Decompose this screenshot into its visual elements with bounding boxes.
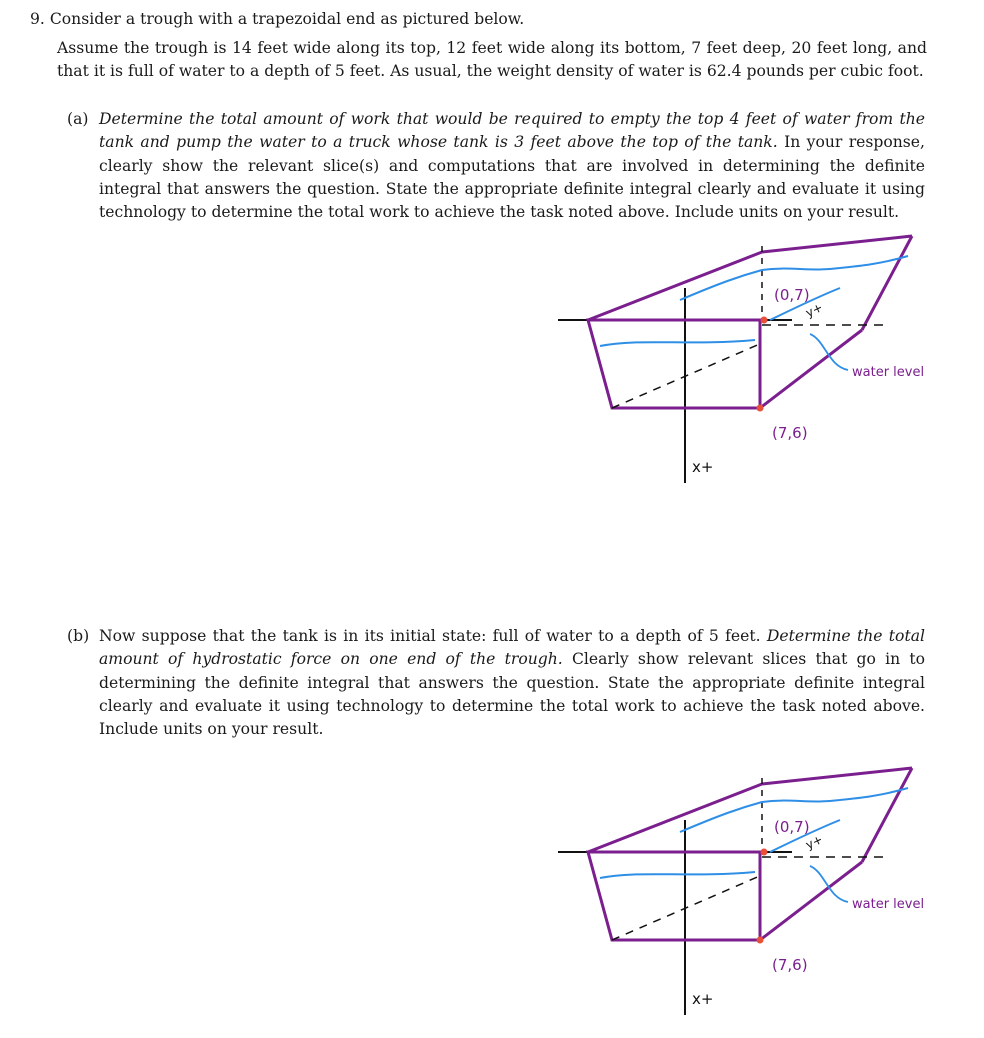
trough-figure-b bbox=[540, 760, 940, 1020]
trough-drawing bbox=[558, 236, 924, 483]
point-bottom-label: (7,6) bbox=[772, 424, 808, 442]
problem-setup: Assume the trough is 14 feet wide along its top, 12 feet wide along its bottom, 7 feet deep, 20 feet long, and that it is full of water to a depth of 5 feet. As usual, the weight density of water is 62.4 pounds per cubic foot. bbox=[57, 39, 927, 80]
part-a-task: Determine the total amount of work that would be required to empty the top 4 feet of water from the tank and pump the water to a truck whose tank is 3 feet above the top of the tank. bbox=[99, 110, 925, 152]
y-axis-label: y+ bbox=[803, 832, 825, 853]
trough-back-top-edge bbox=[762, 236, 912, 252]
water-level-label: water level bbox=[852, 365, 925, 380]
problem-number: 9. bbox=[30, 10, 45, 28]
point-top-marker bbox=[761, 317, 768, 324]
trough-back-right-edge bbox=[862, 768, 912, 862]
part-b-label: (b) bbox=[67, 627, 90, 645]
part-b bbox=[67, 625, 925, 741]
point-top-marker bbox=[761, 849, 768, 856]
trough-front-end bbox=[588, 852, 760, 940]
point-bottom-label: (7,6) bbox=[772, 956, 808, 974]
part-b-task: Determine the total amount of hydrostatic force on one end of the trough. bbox=[99, 627, 925, 669]
point-bottom-marker bbox=[757, 405, 764, 412]
y-axis-label: y+ bbox=[803, 300, 825, 321]
water-line-front bbox=[600, 872, 755, 878]
part-a-body bbox=[99, 108, 925, 224]
trough-drawing bbox=[558, 768, 924, 1015]
water-line-front bbox=[600, 340, 755, 346]
trough-top-left-edge bbox=[588, 784, 762, 852]
x-axis-label: x+ bbox=[692, 990, 714, 1008]
part-b-intro: Now suppose that the tank is in its initial state: full of water to a depth of 5 feet. bbox=[99, 627, 761, 645]
hidden-edge-bottom bbox=[612, 343, 762, 408]
hidden-edge-bottom bbox=[612, 875, 762, 940]
part-a bbox=[67, 108, 925, 224]
part-a-instructions: In your response, clearly show the relevant slice(s) and computations that are involved in determining the definite integral that answers the question. State the appropriate definite integral clearly and evaluate it using technology to determine the total work to achieve the task noted above. Include units on your result. bbox=[99, 133, 925, 222]
trough-top-left-edge bbox=[588, 252, 762, 320]
trough-front-end bbox=[588, 320, 760, 408]
part-a-label: (a) bbox=[67, 110, 89, 128]
trough-back-right-edge bbox=[862, 236, 912, 330]
part-b-body bbox=[99, 625, 925, 741]
x-axis-label: x+ bbox=[692, 458, 714, 476]
problem-heading-text: Consider a trough with a trapezoidal end as pictured below. bbox=[49, 10, 525, 28]
trough-back-top-edge bbox=[762, 768, 912, 784]
part-b-instructions: Clearly show relevant slices that go in to determining the definite integral that answers the question. State the appropriate definite integral clearly and evaluate it using technology to determine the total work to achieve the task noted above. Include units on your result. bbox=[99, 650, 925, 739]
problem-heading bbox=[30, 8, 960, 31]
point-top-label: (0,7) bbox=[774, 818, 810, 836]
trough-figure-a bbox=[540, 228, 940, 488]
point-bottom-marker bbox=[757, 937, 764, 944]
water-line-top bbox=[680, 800, 840, 832]
water-level-label: water level bbox=[852, 897, 925, 912]
point-top-label: (0,7) bbox=[774, 286, 810, 304]
